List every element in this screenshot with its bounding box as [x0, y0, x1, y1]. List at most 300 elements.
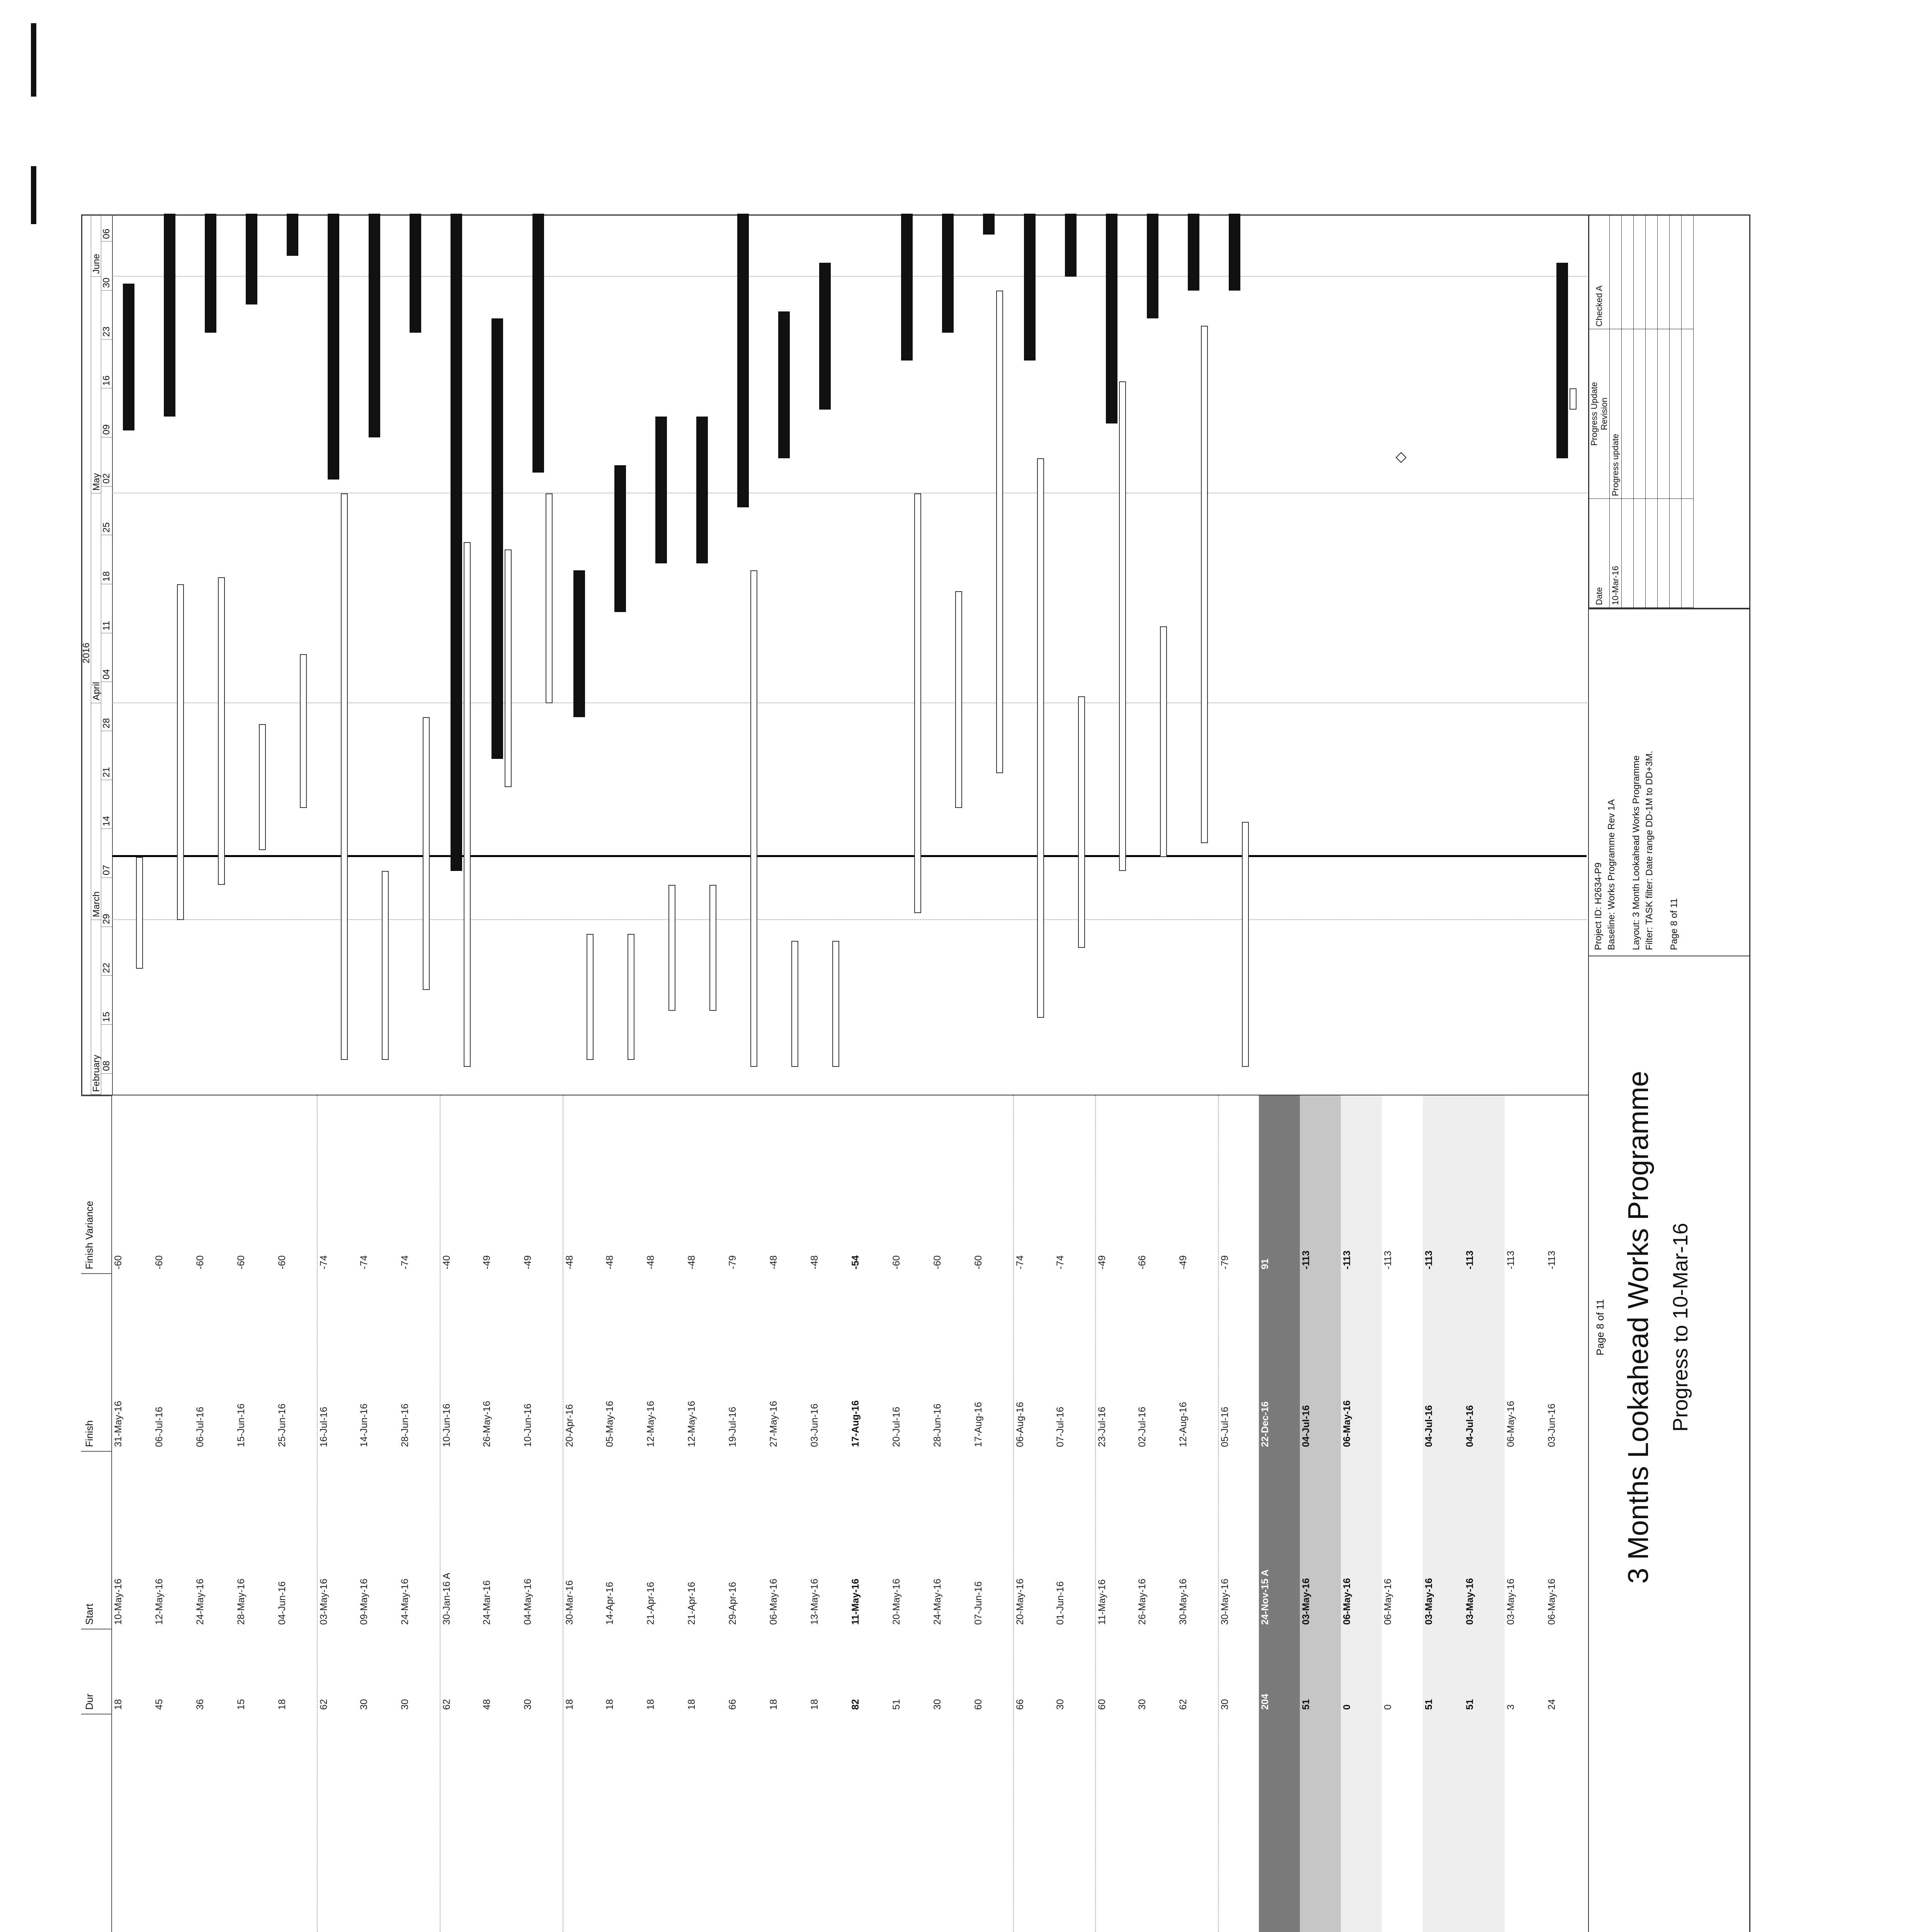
critical-remaining-bar[interactable]	[901, 214, 913, 361]
cell-var: -74	[359, 1255, 369, 1269]
table-row[interactable]	[1423, 1095, 1464, 1932]
cell-start: 10-May-16	[113, 1578, 124, 1625]
col-header-start[interactable]: Start	[81, 1451, 112, 1629]
table-row[interactable]	[726, 1095, 767, 1932]
critical-remaining-bar[interactable]	[1229, 214, 1240, 291]
cell-finish: 05-May-16	[604, 1401, 615, 1447]
critical-remaining-bar[interactable]	[573, 570, 585, 717]
baseline-bar[interactable]	[832, 941, 839, 1067]
cell-start: 09-May-16	[359, 1578, 369, 1625]
timeline-month: April	[91, 493, 101, 703]
cell-dur: 51	[1301, 1699, 1311, 1710]
cell-start: 06-May-16	[1546, 1578, 1557, 1625]
cell-var: -49	[1178, 1255, 1189, 1269]
gantt-sheet	[81, 214, 1750, 1932]
cell-name	[767, 1714, 780, 1932]
table-row[interactable]	[276, 1095, 317, 1932]
cell-dur: 66	[1015, 1699, 1026, 1710]
cell-name	[563, 1714, 576, 1932]
cell-dur: 30	[359, 1699, 369, 1710]
baseline-bar[interactable]	[1242, 822, 1249, 1066]
cell-finish: 17-Aug-16	[850, 1400, 861, 1447]
cell-name	[1382, 1714, 1394, 1932]
critical-remaining-bar[interactable]	[123, 284, 134, 430]
baseline-bar[interactable]	[136, 857, 143, 969]
table-row[interactable]	[1054, 1095, 1095, 1932]
cell-name	[1177, 1714, 1189, 1932]
legend	[1588, 1698, 1751, 1932]
critical-remaining-bar[interactable]	[164, 214, 175, 417]
cell-start: 26-May-16	[1137, 1578, 1148, 1625]
cell-finish: 12-May-16	[645, 1401, 656, 1447]
cell-finish: 10-Jun-16	[441, 1403, 452, 1447]
cell-finish: 19-Jul-16	[727, 1406, 738, 1447]
baseline-name: Baseline: Works Programme Rev 1A	[1606, 799, 1617, 950]
critical-remaining-bar[interactable]	[492, 318, 503, 759]
cell-start: 20-May-16	[891, 1578, 902, 1625]
timeline-week: 16	[101, 339, 112, 389]
cell-finish: 03-Jun-16	[809, 1403, 820, 1447]
cell-dur: 30	[400, 1699, 410, 1710]
baseline-bar[interactable]	[1078, 696, 1085, 948]
scan-edge-mark	[31, 166, 36, 224]
cell-name	[890, 1714, 903, 1932]
cell-name	[194, 1714, 206, 1932]
cell-var: -113	[1546, 1250, 1557, 1269]
cell-dur: 45	[154, 1699, 165, 1710]
cell-start: 03-May-16	[1423, 1578, 1434, 1625]
cell-start: 14-Apr-16	[604, 1582, 615, 1625]
critical-remaining-bar[interactable]	[1065, 214, 1077, 277]
cell-var: -74	[1015, 1255, 1026, 1269]
critical-remaining-bar[interactable]	[655, 417, 667, 563]
project-id: Project ID: H2634-P9	[1593, 862, 1604, 950]
baseline-bar[interactable]	[750, 570, 757, 1067]
table-row[interactable]	[767, 1095, 808, 1932]
table-row[interactable]	[112, 1095, 153, 1932]
cell-dur: 62	[441, 1699, 452, 1710]
cell-finish: 16-Jul-16	[318, 1406, 329, 1447]
baseline-bar[interactable]	[996, 291, 1003, 773]
timeline-month: June	[91, 214, 101, 277]
table-row[interactable]	[1218, 1095, 1260, 1932]
baseline-bar[interactable]	[587, 934, 594, 1060]
table-row[interactable]	[808, 1095, 849, 1932]
baseline-bar[interactable]	[1570, 388, 1577, 409]
cell-finish: 06-Jul-16	[195, 1406, 206, 1447]
baseline-bar[interactable]	[955, 591, 962, 808]
cell-start: 06-May-16	[1383, 1578, 1393, 1625]
cell-var: -79	[1219, 1255, 1230, 1269]
table-row[interactable]	[1136, 1095, 1177, 1932]
timeline-week: 30	[101, 241, 112, 291]
cell-dur: 24	[1546, 1699, 1557, 1710]
cell-dur: 51	[1464, 1699, 1475, 1710]
cell-var: -113	[1342, 1250, 1352, 1269]
table-row[interactable]	[685, 1095, 726, 1932]
cell-var: -113	[1301, 1250, 1311, 1269]
table-row[interactable]	[1177, 1095, 1218, 1932]
critical-remaining-bar[interactable]	[1188, 214, 1199, 291]
timeline-week: 02	[101, 437, 112, 486]
cell-finish: 06-May-16	[1342, 1400, 1352, 1447]
table-row[interactable]	[1013, 1095, 1055, 1932]
activity-table	[81, 1095, 1588, 1932]
table-row[interactable]	[931, 1095, 972, 1932]
cell-name	[399, 1714, 411, 1932]
cell-start: 12-May-16	[154, 1578, 165, 1625]
cell-finish: 12-Aug-16	[1178, 1402, 1189, 1447]
cell-name	[726, 1714, 739, 1932]
cell-dur: 18	[686, 1699, 697, 1710]
cell-dur: 3	[1505, 1704, 1516, 1710]
cell-name	[1136, 1714, 1148, 1932]
baseline-bar[interactable]	[259, 724, 266, 850]
baseline-bar[interactable]	[177, 584, 184, 920]
cell-name	[358, 1714, 370, 1932]
cell-finish: 23-Jul-16	[1097, 1406, 1107, 1447]
cell-id	[1464, 1714, 1476, 1932]
cell-dur: 204	[1260, 1694, 1270, 1710]
critical-remaining-bar[interactable]	[451, 214, 462, 871]
cell-id	[1259, 1714, 1271, 1932]
critical-remaining-bar[interactable]	[737, 214, 749, 507]
cell-dur: 60	[973, 1699, 984, 1710]
critical-remaining-bar[interactable]	[983, 214, 995, 235]
cell-dur: 62	[1178, 1699, 1189, 1710]
scan-edge-mark	[31, 23, 36, 97]
cell-finish: 22-Dec-16	[1260, 1401, 1270, 1447]
timeline-week: 11	[101, 584, 112, 633]
cell-dur: 82	[850, 1699, 861, 1710]
cell-dur: 18	[809, 1699, 820, 1710]
cell-name	[276, 1714, 288, 1932]
cell-finish: 25-Jun-16	[277, 1403, 287, 1447]
gantt-timeline	[81, 214, 1588, 1095]
table-row[interactable]	[481, 1095, 522, 1932]
cell-var: -74	[400, 1255, 410, 1269]
col-header-name[interactable]	[81, 1714, 112, 1932]
cell-var: -60	[891, 1255, 902, 1269]
baseline-bar[interactable]	[1119, 381, 1126, 871]
timeline-week: 21	[101, 731, 112, 780]
rev-header-a: A	[1594, 285, 1604, 291]
cell-start: 04-May-16	[522, 1578, 533, 1625]
cell-start: 11-May-16	[850, 1578, 861, 1625]
critical-remaining-bar[interactable]	[532, 214, 544, 473]
cell-var: -48	[809, 1255, 820, 1269]
baseline-bar[interactable]	[668, 885, 675, 1011]
table-row[interactable]	[440, 1095, 481, 1932]
timeline-month: March	[91, 703, 101, 920]
cell-name	[604, 1714, 616, 1932]
cell-name	[153, 1714, 165, 1932]
baseline-bar[interactable]	[1201, 326, 1208, 843]
table-row[interactable]	[399, 1095, 440, 1932]
critical-remaining-bar[interactable]	[942, 214, 954, 333]
baseline-bar[interactable]	[546, 493, 553, 703]
title-block	[1588, 956, 1751, 1698]
cell-dur: 30	[1219, 1699, 1230, 1710]
baseline-bar[interactable]	[423, 717, 430, 990]
cell-dur: 30	[522, 1699, 533, 1710]
cell-start: 30-Jan-16 A	[441, 1573, 452, 1625]
table-row[interactable]	[1382, 1095, 1423, 1932]
baseline-bar[interactable]	[382, 871, 389, 1060]
data-date-line	[112, 855, 1587, 857]
cell-dur: 30	[1055, 1699, 1066, 1710]
cell-name	[522, 1714, 534, 1932]
table-row[interactable]	[522, 1095, 563, 1932]
cell-start: 11-May-16	[1097, 1579, 1107, 1625]
critical-remaining-bar[interactable]	[696, 417, 708, 563]
timeline-week: 23	[101, 290, 112, 340]
cell-start: 04-Jun-16	[277, 1581, 287, 1625]
cell-var: 91	[1260, 1259, 1270, 1269]
cell-name	[112, 1714, 124, 1932]
cell-id	[1300, 1714, 1312, 1932]
critical-remaining-bar[interactable]	[369, 214, 380, 437]
col-header-variance[interactable]: Finish Variance	[81, 1095, 112, 1273]
baseline-bar[interactable]	[300, 654, 307, 808]
baseline-bar[interactable]	[464, 542, 471, 1066]
cell-var: -40	[441, 1255, 452, 1269]
cell-var: -60	[932, 1255, 943, 1269]
cell-start: 24-May-16	[932, 1578, 943, 1625]
rev-heading: Progress Update	[1589, 382, 1599, 446]
cell-var: -48	[604, 1255, 615, 1269]
progress-subtitle: Progress to 10-Mar-16	[1669, 1223, 1692, 1432]
timeline-week: 09	[101, 388, 112, 437]
table-row[interactable]	[1341, 1095, 1382, 1932]
col-header-dur[interactable]: Dur	[81, 1629, 112, 1714]
cell-finish: 12-May-16	[686, 1401, 697, 1447]
cell-var: -66	[1137, 1255, 1148, 1269]
cell-finish: 20-Jul-16	[891, 1406, 902, 1447]
cell-finish: 04-Jul-16	[1464, 1405, 1475, 1447]
cell-name	[1014, 1714, 1026, 1932]
cell-dur: 0	[1342, 1704, 1352, 1710]
cell-start: 03-May-16	[318, 1578, 329, 1625]
critical-remaining-bar[interactable]	[1147, 214, 1158, 318]
timeline-week: 22	[101, 927, 112, 976]
table-row[interactable]	[1300, 1095, 1341, 1932]
cell-start: 06-May-16	[768, 1578, 779, 1625]
table-row[interactable]	[563, 1095, 604, 1932]
cell-var: -113	[1423, 1250, 1434, 1269]
table-row[interactable]	[604, 1095, 645, 1932]
table-row[interactable]	[1464, 1095, 1505, 1932]
cell-name	[931, 1714, 944, 1932]
cell-var: -74	[318, 1255, 329, 1269]
cell-var: -49	[522, 1255, 533, 1269]
page-number: Page 8 of 11	[1669, 898, 1679, 950]
table-row[interactable]	[645, 1095, 685, 1932]
cell-var: -113	[1383, 1250, 1393, 1269]
timeline-month: May	[91, 277, 101, 493]
cell-var: -48	[686, 1255, 697, 1269]
table-row[interactable]	[1259, 1095, 1300, 1932]
baseline-bar[interactable]	[1037, 458, 1044, 1018]
rev-header-checked: Checked	[1594, 293, 1604, 327]
cell-var: -49	[481, 1255, 492, 1269]
cell-dur: 18	[113, 1699, 124, 1710]
baseline-bar[interactable]	[218, 577, 225, 885]
cell-finish: 20-Apr-16	[564, 1404, 575, 1447]
project-info	[1588, 609, 1750, 956]
rev-row1-date: 10-Mar-16	[1610, 498, 1622, 607]
cell-finish: 06-Jul-16	[154, 1406, 165, 1447]
cell-finish: 02-Jul-16	[1137, 1406, 1148, 1447]
cell-dur: 60	[1097, 1699, 1107, 1710]
timeline-week: 28	[101, 682, 112, 731]
cell-var: -60	[195, 1255, 206, 1269]
cell-var: -113	[1464, 1250, 1475, 1269]
cell-dur: 18	[604, 1699, 615, 1710]
cell-name	[972, 1714, 985, 1932]
critical-remaining-bar[interactable]	[1556, 263, 1568, 459]
baseline-bar[interactable]	[1160, 626, 1167, 857]
cell-id	[1341, 1714, 1353, 1932]
cell-name	[1546, 1714, 1558, 1932]
critical-remaining-bar[interactable]	[410, 214, 421, 333]
critical-remaining-bar[interactable]	[614, 465, 626, 612]
cell-var: -60	[236, 1255, 247, 1269]
cell-name	[318, 1714, 330, 1932]
table-row[interactable]	[972, 1095, 1013, 1932]
table-row[interactable]	[235, 1095, 276, 1932]
table-row[interactable]	[890, 1095, 931, 1932]
cell-dur: 18	[768, 1699, 779, 1710]
cell-start: 30-May-16	[1219, 1578, 1230, 1625]
critical-remaining-bar[interactable]	[246, 214, 257, 304]
critical-remaining-bar[interactable]	[1024, 214, 1036, 361]
critical-remaining-bar[interactable]	[1106, 214, 1117, 423]
cell-finish: 14-Jun-16	[359, 1403, 369, 1447]
cell-finish: 27-May-16	[768, 1401, 779, 1447]
table-row[interactable]	[317, 1095, 359, 1932]
rev-row1-revision: Progress update	[1610, 329, 1622, 499]
table-row[interactable]	[194, 1095, 235, 1932]
timeline-week: 04	[101, 633, 112, 682]
table-row[interactable]	[849, 1095, 890, 1932]
timeline-week: 14	[101, 780, 112, 829]
timeline-week: 29	[101, 878, 112, 927]
critical-remaining-bar[interactable]	[205, 214, 216, 333]
cell-start: 24-May-16	[195, 1578, 206, 1625]
cell-finish: 26-May-16	[481, 1401, 492, 1447]
cell-finish: 07-Jul-16	[1055, 1406, 1066, 1447]
critical-remaining-bar[interactable]	[778, 311, 790, 458]
cell-start: 13-May-16	[809, 1578, 820, 1625]
rev-header-revision: Revision	[1599, 397, 1609, 430]
cell-id	[849, 1714, 862, 1932]
timeline-week: 06	[101, 192, 112, 242]
cell-dur: 62	[318, 1699, 329, 1710]
cell-var: -49	[1097, 1255, 1107, 1269]
layout-name: Layout: 3 Month Lookahead Works Programme	[1631, 755, 1641, 950]
timeline-week: 08	[101, 1024, 112, 1074]
cell-dur: 18	[277, 1699, 287, 1710]
cell-start: 24-May-16	[400, 1578, 410, 1625]
col-header-finish[interactable]: Finish	[81, 1273, 112, 1451]
cell-finish: 06-May-16	[1505, 1401, 1516, 1447]
cell-finish: 06-Aug-16	[1015, 1402, 1026, 1447]
cell-start: 24-Mar-16	[481, 1580, 492, 1625]
cell-dur: 18	[645, 1699, 656, 1710]
cell-var: -48	[768, 1255, 779, 1269]
cell-start: 24-Nov-15 A	[1260, 1569, 1270, 1625]
cell-var: -48	[645, 1255, 656, 1269]
cell-dur: 66	[727, 1699, 738, 1710]
cell-var: -60	[277, 1255, 287, 1269]
timeline-week: 07	[101, 828, 112, 878]
programme-title: 3 Months Lookahead Works Programme	[1622, 1071, 1654, 1584]
cell-dur: 51	[891, 1699, 902, 1710]
timeline-week: 15	[101, 975, 112, 1025]
timeline-year: 2016	[81, 214, 91, 1095]
baseline-bar[interactable]	[505, 549, 512, 787]
cell-start: 03-May-16	[1505, 1578, 1516, 1625]
baseline-bar[interactable]	[709, 885, 716, 1011]
cell-finish: 28-Jun-16	[932, 1403, 943, 1447]
baseline-bar[interactable]	[628, 934, 634, 1060]
cell-start: 30-Mar-16	[564, 1580, 575, 1625]
critical-remaining-bar[interactable]	[287, 214, 298, 256]
critical-remaining-bar[interactable]	[819, 263, 831, 410]
cell-name	[645, 1714, 657, 1932]
cell-start: 21-Apr-16	[645, 1582, 656, 1625]
cell-finish: 31-May-16	[113, 1401, 124, 1447]
table-row[interactable]	[358, 1095, 399, 1932]
cell-dur: 30	[932, 1699, 943, 1710]
timeline-week: 18	[101, 535, 112, 584]
cell-var: -60	[973, 1255, 984, 1269]
cell-finish: 05-Jul-16	[1219, 1406, 1230, 1447]
baseline-bar[interactable]	[341, 493, 348, 1060]
cell-start: 03-May-16	[1301, 1578, 1311, 1625]
rev-header-date: Date	[1589, 498, 1610, 607]
cell-name	[1096, 1714, 1108, 1932]
cell-start: 06-May-16	[1342, 1578, 1352, 1625]
cell-finish	[1382, 1273, 1383, 1451]
cell-finish: 10-Jun-16	[522, 1403, 533, 1447]
cell-var: -60	[113, 1255, 124, 1269]
cell-var: -79	[727, 1255, 738, 1269]
table-row[interactable]	[153, 1095, 194, 1932]
cell-finish: 04-Jul-16	[1301, 1405, 1311, 1447]
timeline-header	[81, 214, 113, 1095]
cell-dur: 15	[236, 1699, 247, 1710]
cell-var: -74	[1055, 1255, 1066, 1269]
milestone-diamond[interactable]	[1396, 452, 1406, 463]
cell-dur: 48	[481, 1699, 492, 1710]
revision-table	[1588, 214, 1750, 609]
timeline-week: 25	[101, 486, 112, 536]
critical-remaining-bar[interactable]	[328, 214, 339, 480]
table-row[interactable]	[1505, 1095, 1546, 1932]
cell-id	[1423, 1714, 1435, 1932]
baseline-bar[interactable]	[914, 493, 921, 913]
table-row[interactable]	[1095, 1095, 1137, 1932]
page-number-small: Page 8 of 11	[1594, 1299, 1606, 1355]
cell-start: 29-Apr-16	[727, 1582, 738, 1625]
cell-name	[1219, 1714, 1231, 1932]
baseline-bar[interactable]	[791, 941, 798, 1067]
table-row[interactable]	[1546, 1095, 1587, 1932]
cell-start: 07-Jun-16	[973, 1581, 984, 1625]
cell-start: 20-May-16	[1015, 1578, 1026, 1625]
